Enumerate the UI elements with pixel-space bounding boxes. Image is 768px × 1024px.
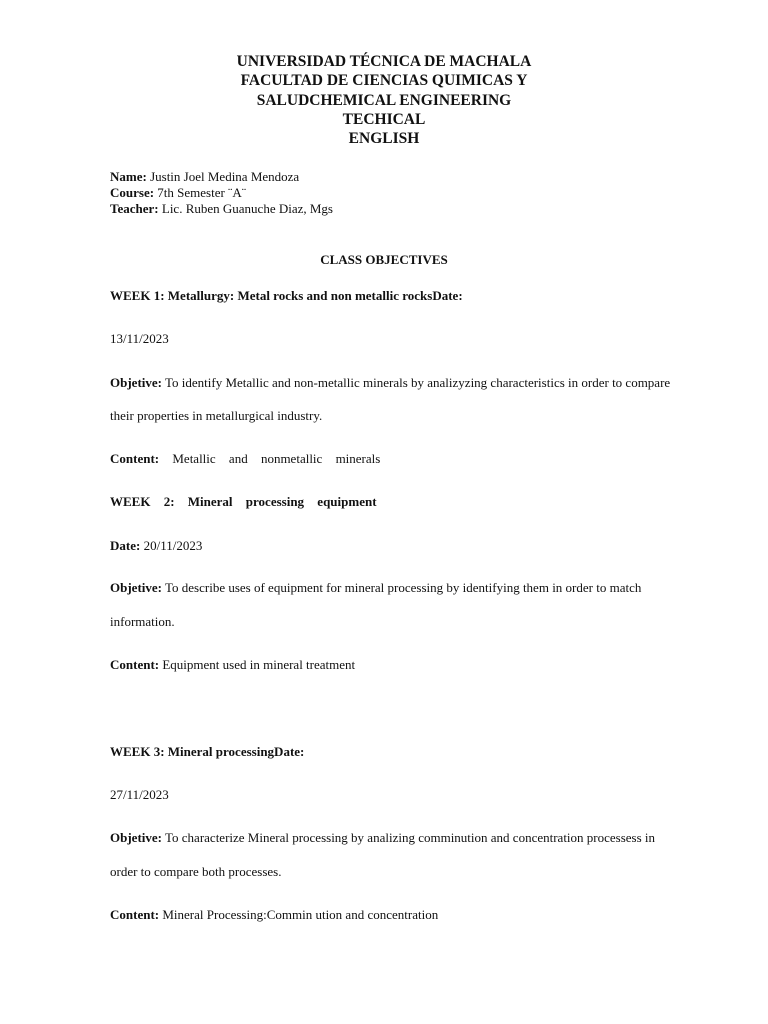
- week3-objective-row: [110, 830, 655, 846]
- week3-objective-line2: order to compare both processes.: [110, 864, 282, 879]
- week3-content-row: [110, 907, 438, 923]
- name-label: Name:: [110, 169, 147, 184]
- week3-date: 27/11/2023: [110, 787, 169, 802]
- week1-date: 13/11/2023: [110, 331, 169, 346]
- week2-objective-text: To describe uses of equipment for mineral processing by identifying them in order to match: [165, 580, 642, 595]
- section-title: CLASS OBJECTIVES: [320, 252, 448, 267]
- header-line-techical: TECHICAL: [342, 110, 426, 128]
- document-header: [0, 52, 768, 148]
- course-row: [110, 185, 333, 201]
- week2-date-row: [110, 538, 202, 554]
- week1-objective-label: Objetive:: [110, 375, 162, 390]
- week2-objective-line2: information.: [110, 614, 175, 629]
- week1-content-row: [110, 451, 380, 467]
- week2-date-value: 20/11/2023: [143, 538, 203, 553]
- header-line-program: SALUDCHEMICAL ENGINEERING: [256, 91, 512, 109]
- course-value: 7th Semester ¨A¨: [157, 185, 247, 200]
- week3-content-label: Content:: [110, 907, 160, 922]
- student-info: [110, 169, 333, 217]
- week1-objective-row: [110, 375, 670, 391]
- week2-content-row: [110, 657, 355, 673]
- name-value: Justin Joel Medina Mendoza: [150, 169, 300, 184]
- week1-heading: WEEK 1: Metallurgy: Metal rocks and non metallic rocksDate:: [110, 288, 463, 303]
- week3-objective-label: Objetive:: [110, 830, 162, 845]
- week1-content-value: Metallic and nonmetallic minerals: [172, 451, 381, 466]
- week3-heading: WEEK 3: Mineral processingDate:: [110, 744, 305, 759]
- teacher-row: [110, 201, 333, 217]
- header-line-faculty: FACULTAD DE CIENCIAS QUIMICAS Y: [240, 72, 528, 90]
- week2-content-value: Equipment used in mineral treatment: [162, 657, 356, 672]
- week2-objective-label: Objetive:: [110, 580, 162, 595]
- course-label: Course:: [110, 185, 155, 200]
- name-row: [110, 169, 333, 185]
- week1-content-label: Content:: [110, 451, 160, 466]
- header-line-english: ENGLISH: [348, 130, 420, 148]
- week3-objective-text: To characterize Mineral processing by analizing comminution and concentration processess in: [165, 830, 656, 845]
- week2-content-label: Content:: [110, 657, 160, 672]
- week1-objective-line2: their properties in metallurgical industry.: [110, 408, 323, 423]
- week2-date-label: Date:: [110, 538, 141, 553]
- week1-objective-text: To identify Metallic and non-metallic minerals by analizyzing characteristics in order to compare: [165, 375, 671, 390]
- week2-objective-row: [110, 580, 641, 596]
- header-line-university: UNIVERSIDAD TÉCNICA DE MACHALA: [236, 53, 532, 70]
- week2-heading: WEEK 2: Mineral processing equipment: [110, 494, 377, 509]
- teacher-label: Teacher:: [110, 201, 159, 216]
- teacher-value: Lic. Ruben Guanuche Diaz, Mgs: [161, 201, 333, 216]
- week3-content-value: Mineral Processing:Commin ution and concentration: [162, 907, 439, 922]
